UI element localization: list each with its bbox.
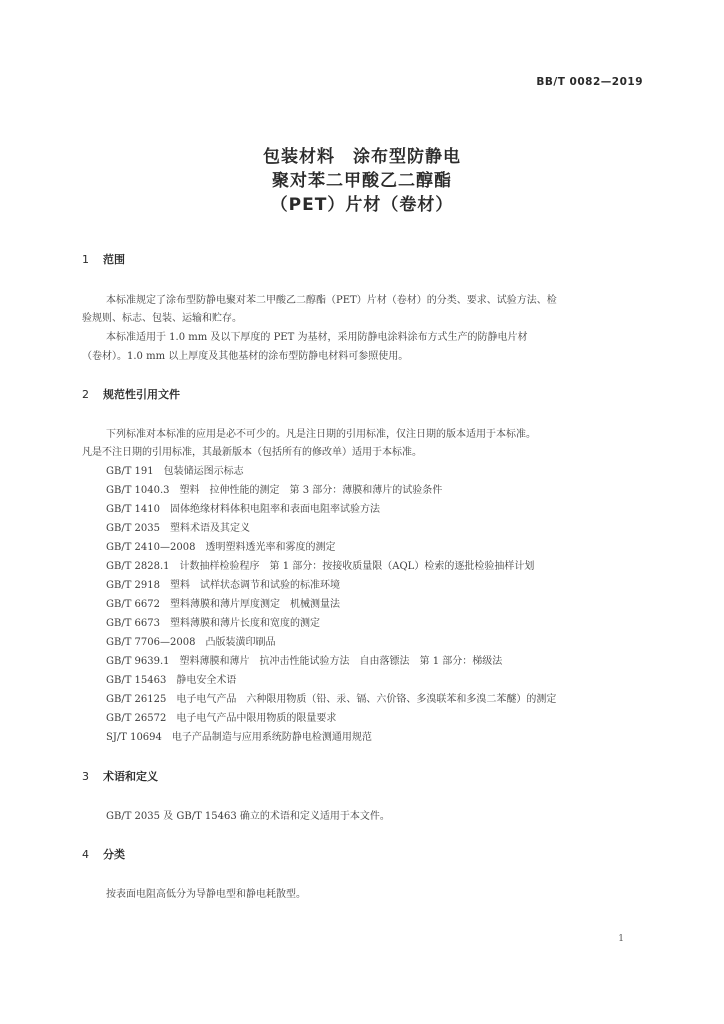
section-heading-scope — [82, 251, 125, 267]
section-heading-normative-references — [82, 386, 180, 402]
reference-item: GB/T 1040.3 塑料 拉伸性能的测定 第 3 部分：薄膜和薄片的试验条件 — [106, 485, 443, 496]
reference-item: GB/T 7706—2008 凸版装潢印刷品 — [106, 637, 276, 648]
reference-item: GB/T 15463 静电安全术语 — [106, 675, 237, 686]
section-heading-classification — [82, 846, 125, 862]
normative-intro-line-1: 下列标准对本标准的应用是必不可少的。凡是注日期的引用标准，仅注日期的版本适用于本标准。 — [106, 429, 536, 440]
reference-item: GB/T 6672 塑料薄膜和薄片厚度测定 机械测量法 — [106, 599, 341, 610]
document-title-line-1: 包装材料 涂布型防静电 — [263, 147, 461, 167]
reference-item: GB/T 26572 电子电气产品中限用物质的限量要求 — [106, 713, 337, 724]
section-number: 1 — [82, 253, 89, 266]
section-title: 术语和定义 — [103, 770, 158, 783]
document-title-line-3: （PET）片材（卷材） — [270, 195, 454, 215]
section-number: 2 — [82, 388, 89, 401]
reference-item: GB/T 1410 固体绝缘材料体积电阻率和表面电阻率试验方法 — [106, 504, 381, 515]
document-title-line-2: 聚对苯二甲酸乙二醇酯 — [272, 171, 452, 191]
scope-paragraph-2-line-2: （卷材）。1.0 mm 以上厚度及其他基材的涂布型防静电材料可参照使用。 — [82, 351, 409, 362]
reference-item: GB/T 2918 塑料 试样状态调节和试验的标准环境 — [106, 580, 341, 591]
reference-item: GB/T 2410—2008 透明塑料透光率和雾度的测定 — [106, 542, 336, 553]
reference-item: GB/T 9639.1 塑料薄膜和薄片 抗冲击性能试验方法 自由落镖法 第 1 部分：梯级法 — [106, 656, 503, 667]
section-title: 范围 — [103, 253, 125, 266]
scope-paragraph-2-line-1: 本标准适用于 1.0 mm 及以下厚度的 PET 为基材，采用防静电涂料涂布方式生产的防静电片材 — [106, 332, 528, 343]
reference-item: GB/T 191 包装储运图示标志 — [106, 466, 244, 477]
section-number: 4 — [82, 848, 89, 861]
reference-item: GB/T 2035 塑料术语及其定义 — [106, 523, 251, 534]
section-number: 3 — [82, 770, 89, 783]
terms-paragraph: GB/T 2035 及 GB/T 15463 确立的术语和定义适用于本文件。 — [106, 811, 390, 822]
section-title: 分类 — [103, 848, 125, 861]
standard-number: BB/T 0082—2019 — [536, 76, 643, 88]
section-title: 规范性引用文件 — [103, 388, 180, 401]
normative-intro-line-2: 凡是不注日期的引用标准，其最新版本（包括所有的修改单）适用于本标准。 — [82, 447, 422, 458]
scope-paragraph-1-line-1: 本标准规定了涂布型防静电聚对苯二甲酸乙二醇酯（PET）片材（卷材）的分类、要求、试验方法、检 — [106, 295, 557, 306]
reference-item: GB/T 2828.1 计数抽样检验程序 第 1 部分：按接收质量限（AQL）检索的逐批检验抽样计划 — [106, 561, 535, 572]
reference-item: GB/T 26125 电子电气产品 六种限用物质（铅、汞、镉、六价铬、多溴联苯和多溴二苯醚）的测定 — [106, 694, 557, 705]
classification-paragraph: 按表面电阻高低分为导静电型和静电耗散型。 — [106, 889, 306, 900]
reference-item: SJ/T 10694 电子产品制造与应用系统防静电检测通用规范 — [106, 732, 372, 743]
scope-paragraph-1-line-2: 验规则、标志、包装、运输和贮存。 — [82, 313, 242, 324]
page-number: 1 — [618, 934, 624, 944]
section-heading-terms-definitions — [82, 768, 158, 784]
reference-item: GB/T 6673 塑料薄膜和薄片长度和宽度的测定 — [106, 618, 321, 629]
